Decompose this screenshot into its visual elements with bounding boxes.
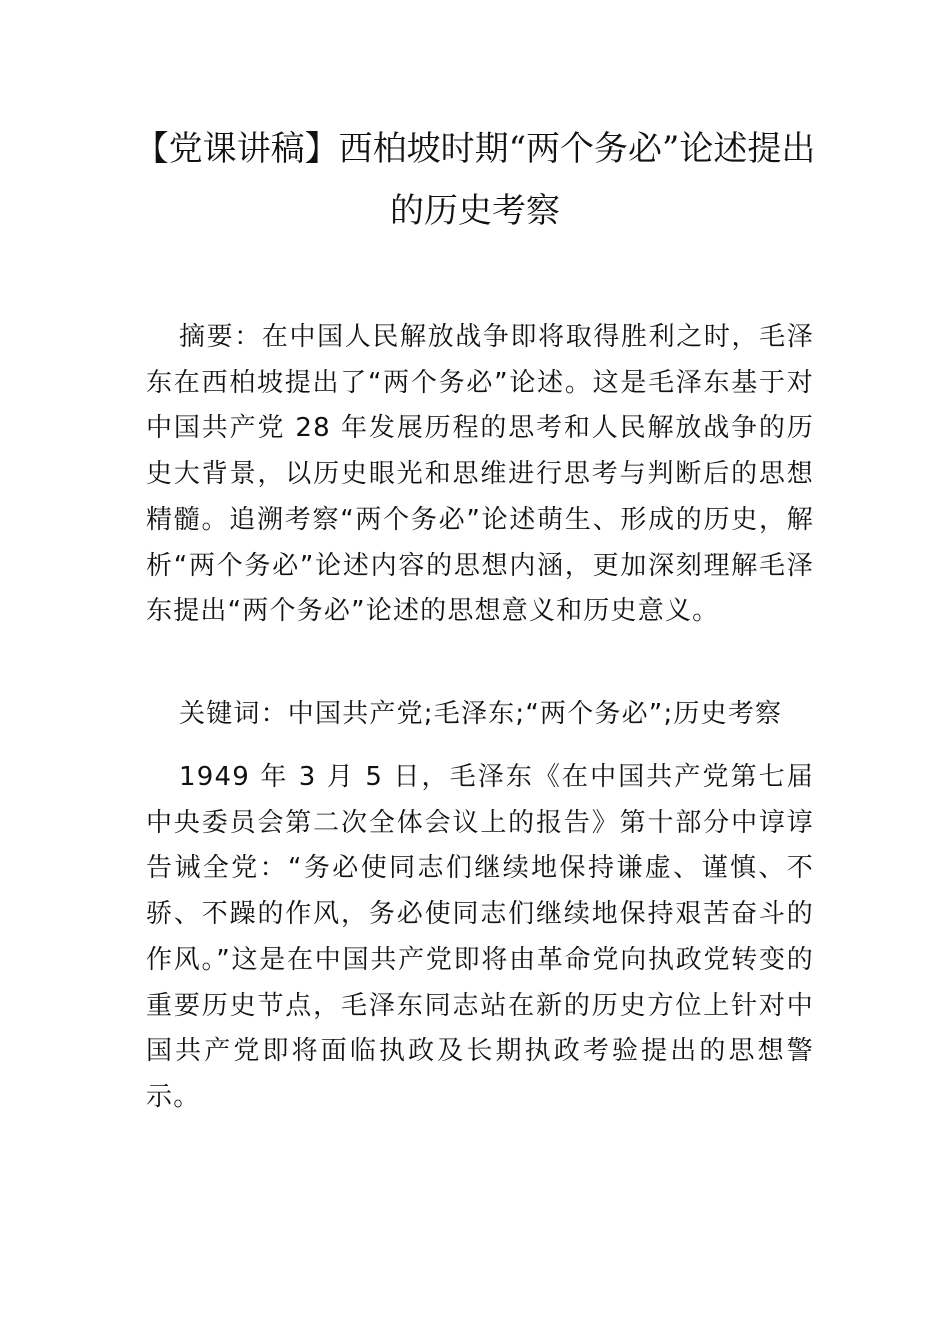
keywords-paragraph: 关键词：中国共产党;毛泽东;“两个务必”;历史考察	[179, 699, 783, 729]
abstract-paragraph: 摘要：在中国人民解放战争即将取得胜利之时，毛泽东在西柏坡提出了“两个务必”论述。这是毛泽东基于对中国共产党 28 年发展历程的思考和人民解放战争的历史大背景，以历史眼光和思维进行思考与判断后的思想精髓。追溯考察“两个务必”论述萌生、形成的历史，解析“两个务必”论述内容的思想内涵，更加深刻理解毛泽东提出“两个务必”论述的思想意义和历史意义。	[146, 322, 814, 627]
document-title: 【党课讲稿】西柏坡时期“两个务必”论述提出的历史考察	[134, 129, 816, 231]
body-paragraph-1: 1949 年 3 月 5 日，毛泽东《在中国共产党第七届中央委员会第二次全体会议上的报告》第十部分中谆谆告诫全党：“务必使同志们继续地保持谦虚、谨慎、不骄、不躁的作风，务必使同志们继续地保持艰苦奋斗的作风。”这是在中国共产党即将由革命党向执政党转变的重要历史节点，毛泽东同志站在新的历史方位上针对中国共产党即将面临执政及长期执政考验提出的思想警示。	[146, 762, 814, 1112]
